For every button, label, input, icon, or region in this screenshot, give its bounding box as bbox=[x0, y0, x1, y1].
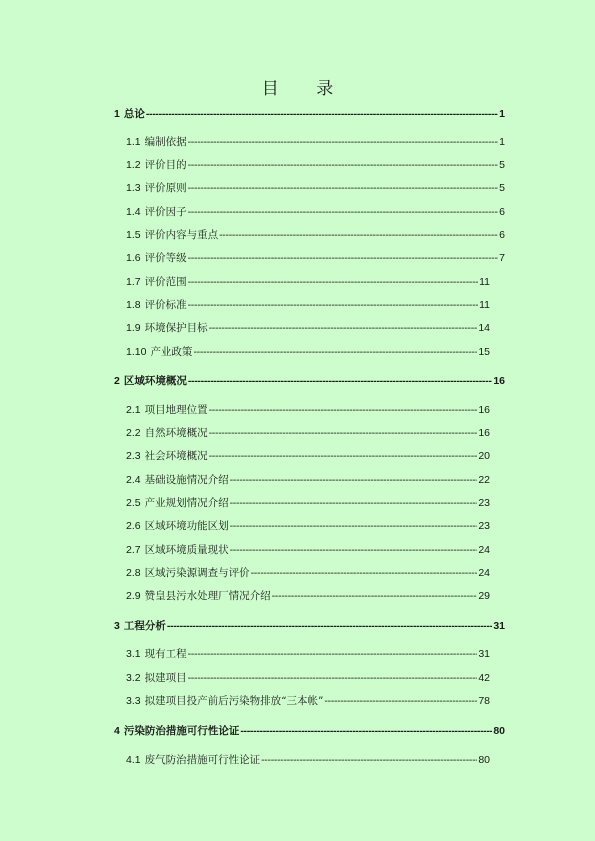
toc-title: 评价因子 bbox=[144, 206, 187, 218]
toc-page-number: 6 bbox=[499, 229, 505, 241]
toc-title: 社会环境概况 bbox=[144, 450, 208, 462]
toc-section[interactable] bbox=[126, 181, 505, 195]
toc-leader bbox=[188, 158, 499, 172]
toc-section[interactable] bbox=[126, 694, 490, 708]
toc-title: 区域环境概况 bbox=[123, 375, 187, 387]
toc-section[interactable] bbox=[126, 647, 490, 661]
toc-title: 赞皇县污水处理厂情况介绍 bbox=[144, 590, 271, 602]
toc-title: 基础设施情况介绍 bbox=[144, 474, 229, 486]
toc-title: 自然环境概况 bbox=[144, 427, 208, 439]
toc-section[interactable] bbox=[126, 135, 505, 149]
toc-title: 产业规划情况介绍 bbox=[144, 497, 229, 509]
toc-page-number: 78 bbox=[478, 695, 490, 707]
toc-page-number: 31 bbox=[493, 620, 505, 632]
toc-leader bbox=[272, 589, 478, 603]
toc-section[interactable] bbox=[126, 671, 490, 685]
toc-leader bbox=[261, 753, 477, 767]
toc-section[interactable] bbox=[126, 228, 505, 242]
toc-section[interactable] bbox=[126, 449, 490, 463]
toc-page-number: 23 bbox=[478, 520, 490, 532]
toc-title: 环境保护目标 bbox=[144, 322, 208, 334]
toc-leader bbox=[209, 449, 478, 463]
toc-number: 2.7 bbox=[126, 544, 141, 556]
toc-title: 项目地理位置 bbox=[144, 404, 208, 416]
toc-page-number: 11 bbox=[479, 276, 490, 288]
toc-number: 1.8 bbox=[126, 299, 141, 311]
toc-number: 3.3 bbox=[126, 695, 141, 707]
toc-leader bbox=[324, 694, 477, 708]
toc-page-number: 24 bbox=[478, 567, 490, 579]
toc-number: 4 bbox=[114, 725, 120, 737]
toc-number: 1.2 bbox=[126, 159, 141, 171]
toc-section[interactable] bbox=[126, 426, 490, 440]
toc-section[interactable] bbox=[126, 753, 490, 767]
toc-number: 2.6 bbox=[126, 520, 141, 532]
toc-page-number: 16 bbox=[493, 375, 505, 387]
toc-page-number: 5 bbox=[499, 182, 505, 194]
toc-page-number: 14 bbox=[478, 322, 490, 334]
toc-leader bbox=[209, 321, 478, 335]
toc-title: 废气防治措施可行性论证 bbox=[144, 754, 261, 766]
toc-number: 1.6 bbox=[126, 252, 141, 264]
toc-page-number: 23 bbox=[478, 497, 490, 509]
toc-leader bbox=[240, 724, 492, 738]
toc-page-number: 80 bbox=[478, 754, 490, 766]
toc-leader bbox=[188, 275, 478, 289]
toc-page-number: 24 bbox=[478, 544, 490, 556]
toc-number: 2 bbox=[114, 375, 120, 387]
page-title: 目 录 bbox=[261, 79, 350, 99]
toc-title: 总论 bbox=[123, 108, 145, 120]
toc-leader bbox=[188, 298, 478, 312]
toc-leader bbox=[219, 228, 498, 242]
toc-number: 1.1 bbox=[126, 136, 141, 148]
toc-leader bbox=[188, 374, 492, 388]
toc-leader bbox=[193, 345, 477, 359]
toc-title: 评价内容与重点 bbox=[144, 229, 219, 241]
toc-leader bbox=[209, 426, 478, 440]
toc-section[interactable] bbox=[126, 473, 490, 487]
toc-number: 1 bbox=[114, 108, 120, 120]
toc-title: 区域污染源调查与评价 bbox=[144, 567, 250, 579]
toc-leader bbox=[188, 135, 499, 149]
toc-section[interactable] bbox=[126, 345, 490, 359]
toc-number: 3.2 bbox=[126, 672, 141, 684]
toc-title: 评价范围 bbox=[144, 276, 187, 288]
toc-page-number: 16 bbox=[478, 404, 490, 416]
toc-title: 拟建项目 bbox=[144, 672, 187, 684]
toc-title: 区域环境功能区划 bbox=[144, 520, 229, 532]
toc-page-number: 11 bbox=[479, 299, 490, 311]
toc-number: 2.1 bbox=[126, 404, 141, 416]
toc-title: 评价标准 bbox=[144, 299, 187, 311]
toc-leader bbox=[146, 107, 498, 121]
toc-number: 1.4 bbox=[126, 206, 141, 218]
toc-leader bbox=[188, 251, 499, 265]
toc-chapter[interactable] bbox=[114, 107, 505, 121]
toc-chapter[interactable] bbox=[114, 619, 505, 633]
toc-leader bbox=[209, 403, 478, 417]
toc-leader bbox=[188, 671, 478, 685]
toc-section[interactable] bbox=[126, 251, 505, 265]
toc-leader bbox=[230, 543, 478, 557]
toc-section[interactable] bbox=[126, 298, 490, 312]
toc-title: 区域环境质量现状 bbox=[144, 544, 229, 556]
toc-number: 2.8 bbox=[126, 567, 141, 579]
toc-number: 3.1 bbox=[126, 648, 141, 660]
toc-section[interactable] bbox=[126, 589, 490, 603]
toc-section[interactable] bbox=[126, 205, 505, 219]
toc-chapter[interactable] bbox=[114, 724, 505, 738]
toc-number: 1.7 bbox=[126, 276, 141, 288]
toc-section[interactable] bbox=[126, 321, 490, 335]
toc-section[interactable] bbox=[126, 158, 505, 172]
toc-page-number: 31 bbox=[478, 648, 490, 660]
toc-title: 拟建项目投产前后污染物排放“三本帐” bbox=[144, 695, 324, 707]
toc-page-number: 1 bbox=[499, 136, 505, 148]
toc-leader bbox=[188, 181, 499, 195]
toc-section[interactable] bbox=[126, 403, 490, 417]
toc-number: 2.4 bbox=[126, 474, 141, 486]
toc-page-number: 1 bbox=[499, 108, 505, 120]
toc-number: 2.5 bbox=[126, 497, 141, 509]
toc-leader bbox=[188, 205, 499, 219]
toc-title: 编制依据 bbox=[144, 136, 187, 148]
toc-number: 3 bbox=[114, 620, 120, 632]
toc-leader bbox=[167, 619, 492, 633]
toc-page-number: 80 bbox=[493, 725, 505, 737]
toc-title: 评价等级 bbox=[144, 252, 187, 264]
toc-page-number: 42 bbox=[478, 672, 490, 684]
toc-leader bbox=[230, 519, 478, 533]
toc-leader bbox=[230, 496, 478, 510]
toc-title: 现有工程 bbox=[144, 648, 187, 660]
toc-number: 2.3 bbox=[126, 450, 141, 462]
toc-title: 评价目的 bbox=[144, 159, 187, 171]
toc-title: 污染防治措施可行性论证 bbox=[123, 725, 240, 737]
toc-page-number: 6 bbox=[499, 206, 505, 218]
toc-page-number: 7 bbox=[499, 252, 505, 264]
toc-number: 2.9 bbox=[126, 590, 141, 602]
toc-section[interactable] bbox=[126, 496, 490, 510]
toc-leader bbox=[188, 647, 478, 661]
toc-section[interactable] bbox=[126, 566, 490, 580]
toc-leader bbox=[230, 473, 478, 487]
toc-section[interactable] bbox=[126, 519, 490, 533]
toc-page-number: 5 bbox=[499, 159, 505, 171]
toc-number: 1.5 bbox=[126, 229, 141, 241]
toc-section[interactable] bbox=[126, 543, 490, 557]
toc-number: 1.10 bbox=[126, 346, 147, 358]
toc-leader bbox=[251, 566, 478, 580]
toc-page-number: 20 bbox=[478, 450, 490, 462]
toc-title: 工程分析 bbox=[123, 620, 166, 632]
toc-title: 评价原则 bbox=[144, 182, 187, 194]
toc-number: 4.1 bbox=[126, 754, 141, 766]
toc-number: 1.3 bbox=[126, 182, 141, 194]
toc-number: 2.2 bbox=[126, 427, 141, 439]
toc-page-number: 29 bbox=[478, 590, 490, 602]
toc-page-number: 15 bbox=[478, 346, 490, 358]
toc-page-number: 16 bbox=[478, 427, 490, 439]
toc-chapter[interactable] bbox=[114, 374, 505, 388]
toc-section[interactable] bbox=[126, 275, 490, 289]
toc-number: 1.9 bbox=[126, 322, 141, 334]
toc-title: 产业政策 bbox=[150, 346, 193, 358]
toc-page-number: 22 bbox=[478, 474, 490, 486]
